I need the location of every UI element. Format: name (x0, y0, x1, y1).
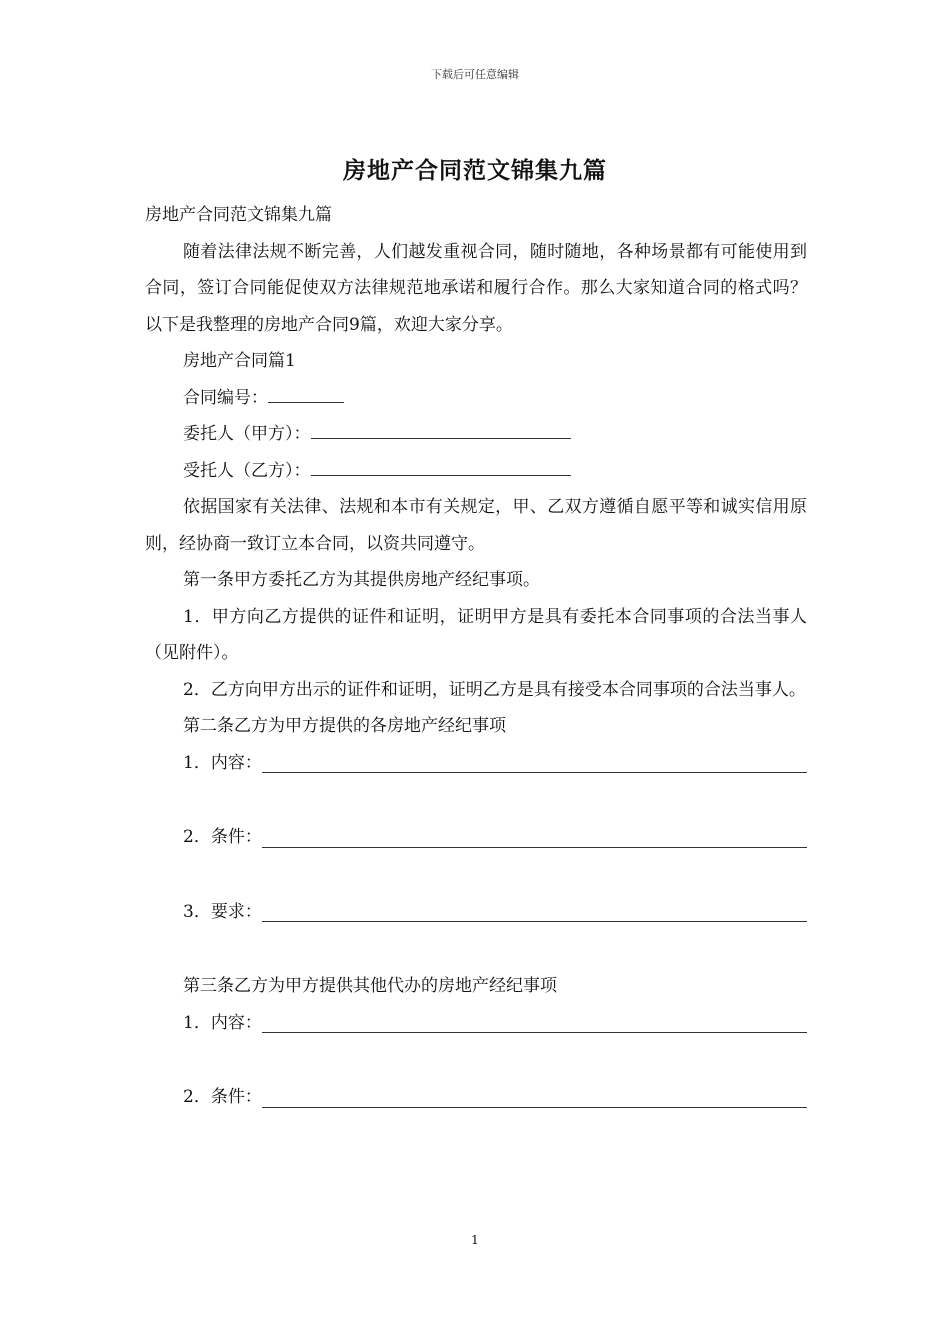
contract-number-blank[interactable] (268, 381, 344, 403)
spacer (145, 1041, 807, 1079)
page-number: 1 (471, 1233, 479, 1247)
article2-conditions-blank[interactable] (262, 823, 807, 848)
article3-content-blank[interactable] (262, 1008, 807, 1033)
document-title: 房地产合同范文锦集九篇 (343, 157, 607, 184)
article2-conditions-field (145, 819, 807, 856)
contract-number-field (145, 380, 807, 417)
article2-content-blank[interactable] (262, 748, 807, 773)
client-label: 委托人（甲方）： (183, 424, 311, 444)
article2-content-field (145, 745, 807, 782)
article3-title: 第三条乙方为甲方提供其他代办的房地产经纪事项 (183, 976, 557, 996)
article1-item1: 1．甲方向乙方提供的证件和证明，证明甲方是具有委托本合同事项的合法当事人（见附件）。 (145, 606, 807, 663)
article3-conditions-blank[interactable] (262, 1083, 807, 1108)
basis-paragraph: 依据国家有关法律、法规和本市有关规定，甲、乙双方遵循自愿平等和诚实信用原则，经协商一致订立本合同，以资共同遵守。 (145, 497, 807, 554)
article3-conditions-label: 2．条件： (183, 1087, 262, 1107)
article1-item2: 2．乙方向甲方出示的证件和证明，证明乙方是具有接受本合同事项的合法当事人。 (183, 679, 806, 700)
article2-title: 第二条乙方为甲方提供的各房地产经纪事项 (183, 716, 506, 736)
article3-conditions-field (145, 1079, 807, 1116)
article2-conditions-label: 2．条件： (183, 827, 262, 847)
article2-content-label: 1．内容： (183, 752, 262, 773)
subtitle: 房地产合同范文锦集九篇 (145, 205, 332, 225)
client-field (145, 416, 807, 453)
article2-requirements-label: 3．要求： (183, 901, 262, 922)
page-header: 下载后可任意编辑 (431, 68, 519, 81)
spacer (145, 930, 807, 968)
article3-content-field (145, 1005, 807, 1042)
agent-field (145, 453, 807, 490)
article2-requirements-field (145, 894, 807, 931)
agent-label: 受托人（乙方）： (183, 460, 311, 481)
client-blank[interactable] (311, 417, 571, 439)
contract-number-label: 合同编号： (183, 387, 268, 408)
article1-title: 第一条甲方委托乙方为其提供房地产经纪事项。 (183, 570, 540, 590)
agent-blank[interactable] (311, 454, 571, 476)
intro-paragraph: 随着法律法规不断完善，人们越发重视合同，随时随地，各种场景都有可能使用到合同，签订合同能促使双方法律规范地承诺和履行合作。那么大家知道合同的格式吗？以下是我整理的房地产合同9篇，欢迎大家分享。 (145, 241, 807, 335)
article2-requirements-blank[interactable] (262, 897, 807, 922)
section-title: 房地产合同篇1 (183, 351, 296, 371)
article3-content-label: 1．内容： (183, 1012, 262, 1033)
document-body (145, 197, 807, 1116)
spacer (145, 781, 807, 819)
spacer (145, 856, 807, 894)
